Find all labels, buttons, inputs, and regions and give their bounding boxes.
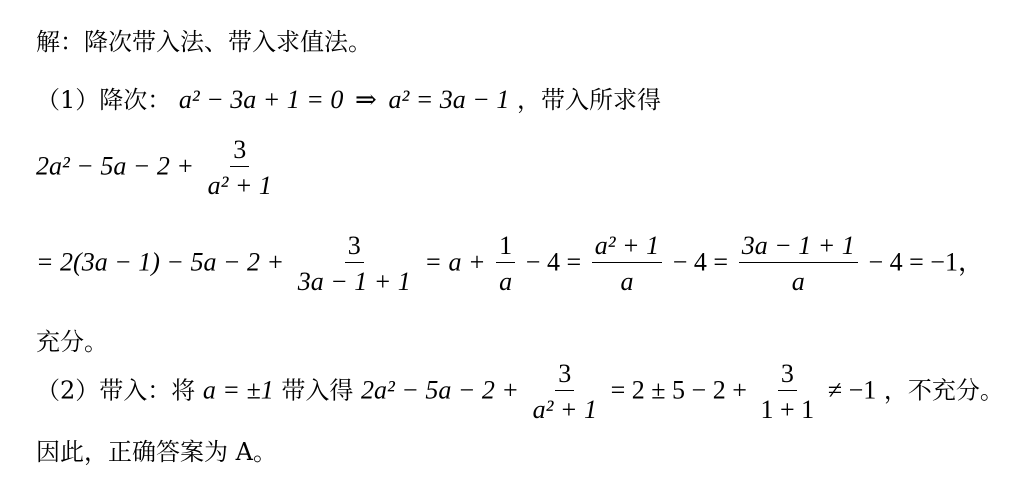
target-expression: [36, 136, 278, 200]
fraction-denominator: 3a − 1 + 1: [297, 267, 411, 297]
conclusion-text: 因此，正确答案为 A。: [36, 438, 277, 466]
solution-intro: 解：降次带入法、带入求值法。: [36, 28, 372, 56]
part2-label: （2）带入：将: [36, 376, 196, 405]
fraction-numerator: 3: [230, 136, 249, 167]
calc-term-4: − 4 =: [672, 247, 729, 277]
calculation-line: [36, 232, 984, 296]
part1-equation-lhs: a² − 3a + 1 = 0: [178, 85, 344, 114]
part2-lead: 2a² − 5a − 2 +: [361, 375, 519, 405]
fraction-numerator: 3: [345, 232, 364, 263]
part2-value: a = ±1: [202, 375, 274, 405]
part2-mid: 带入得: [281, 376, 354, 405]
fraction-numerator: 1: [496, 232, 515, 263]
part2-fraction-1: [530, 360, 600, 424]
fraction-denominator: a: [499, 267, 513, 297]
fraction-denominator: a² + 1: [532, 395, 597, 425]
part2-end: ≠ −1: [827, 375, 877, 405]
expr-lead: 2a² − 5a − 2 +: [36, 151, 194, 181]
calc-fraction-4: [739, 232, 858, 296]
calc-fraction-1: [295, 232, 414, 296]
calc-term-1: = 2(3a − 1) − 5a − 2 +: [36, 247, 285, 277]
fraction-denominator: 1 + 1: [760, 395, 815, 425]
part2-fraction-2: [758, 360, 818, 424]
calc-term-5: − 4 = −1，: [868, 247, 984, 277]
part1-label: （1）降次：: [36, 86, 172, 114]
part1-line: [36, 80, 661, 115]
fraction-denominator: a² + 1: [207, 171, 272, 201]
fraction-denominator: a: [620, 267, 634, 297]
fraction-numerator: 3a − 1 + 1: [739, 232, 858, 263]
expr-fraction: [205, 136, 275, 200]
calc-fraction-2: [496, 232, 515, 296]
sufficient-text: 充分。: [36, 328, 108, 356]
part1-tail: ，带入所求得: [516, 86, 661, 114]
implies-symbol: ⇒: [355, 85, 377, 114]
fraction-numerator: a² + 1: [592, 232, 662, 263]
fraction-numerator: 3: [555, 360, 574, 391]
calc-term-3: − 4 =: [525, 247, 582, 277]
part2-equals: = 2 ± 5 − 2 +: [610, 375, 747, 405]
calc-fraction-3: [592, 232, 662, 296]
calc-term-2: = a +: [424, 247, 486, 277]
part2-tail: ，不充分。: [883, 376, 1004, 405]
fraction-denominator: a: [791, 267, 805, 297]
part2-line: [36, 360, 1004, 424]
part1-equation-rhs: a² = 3a − 1: [388, 85, 510, 114]
fraction-numerator: 3: [778, 360, 797, 391]
